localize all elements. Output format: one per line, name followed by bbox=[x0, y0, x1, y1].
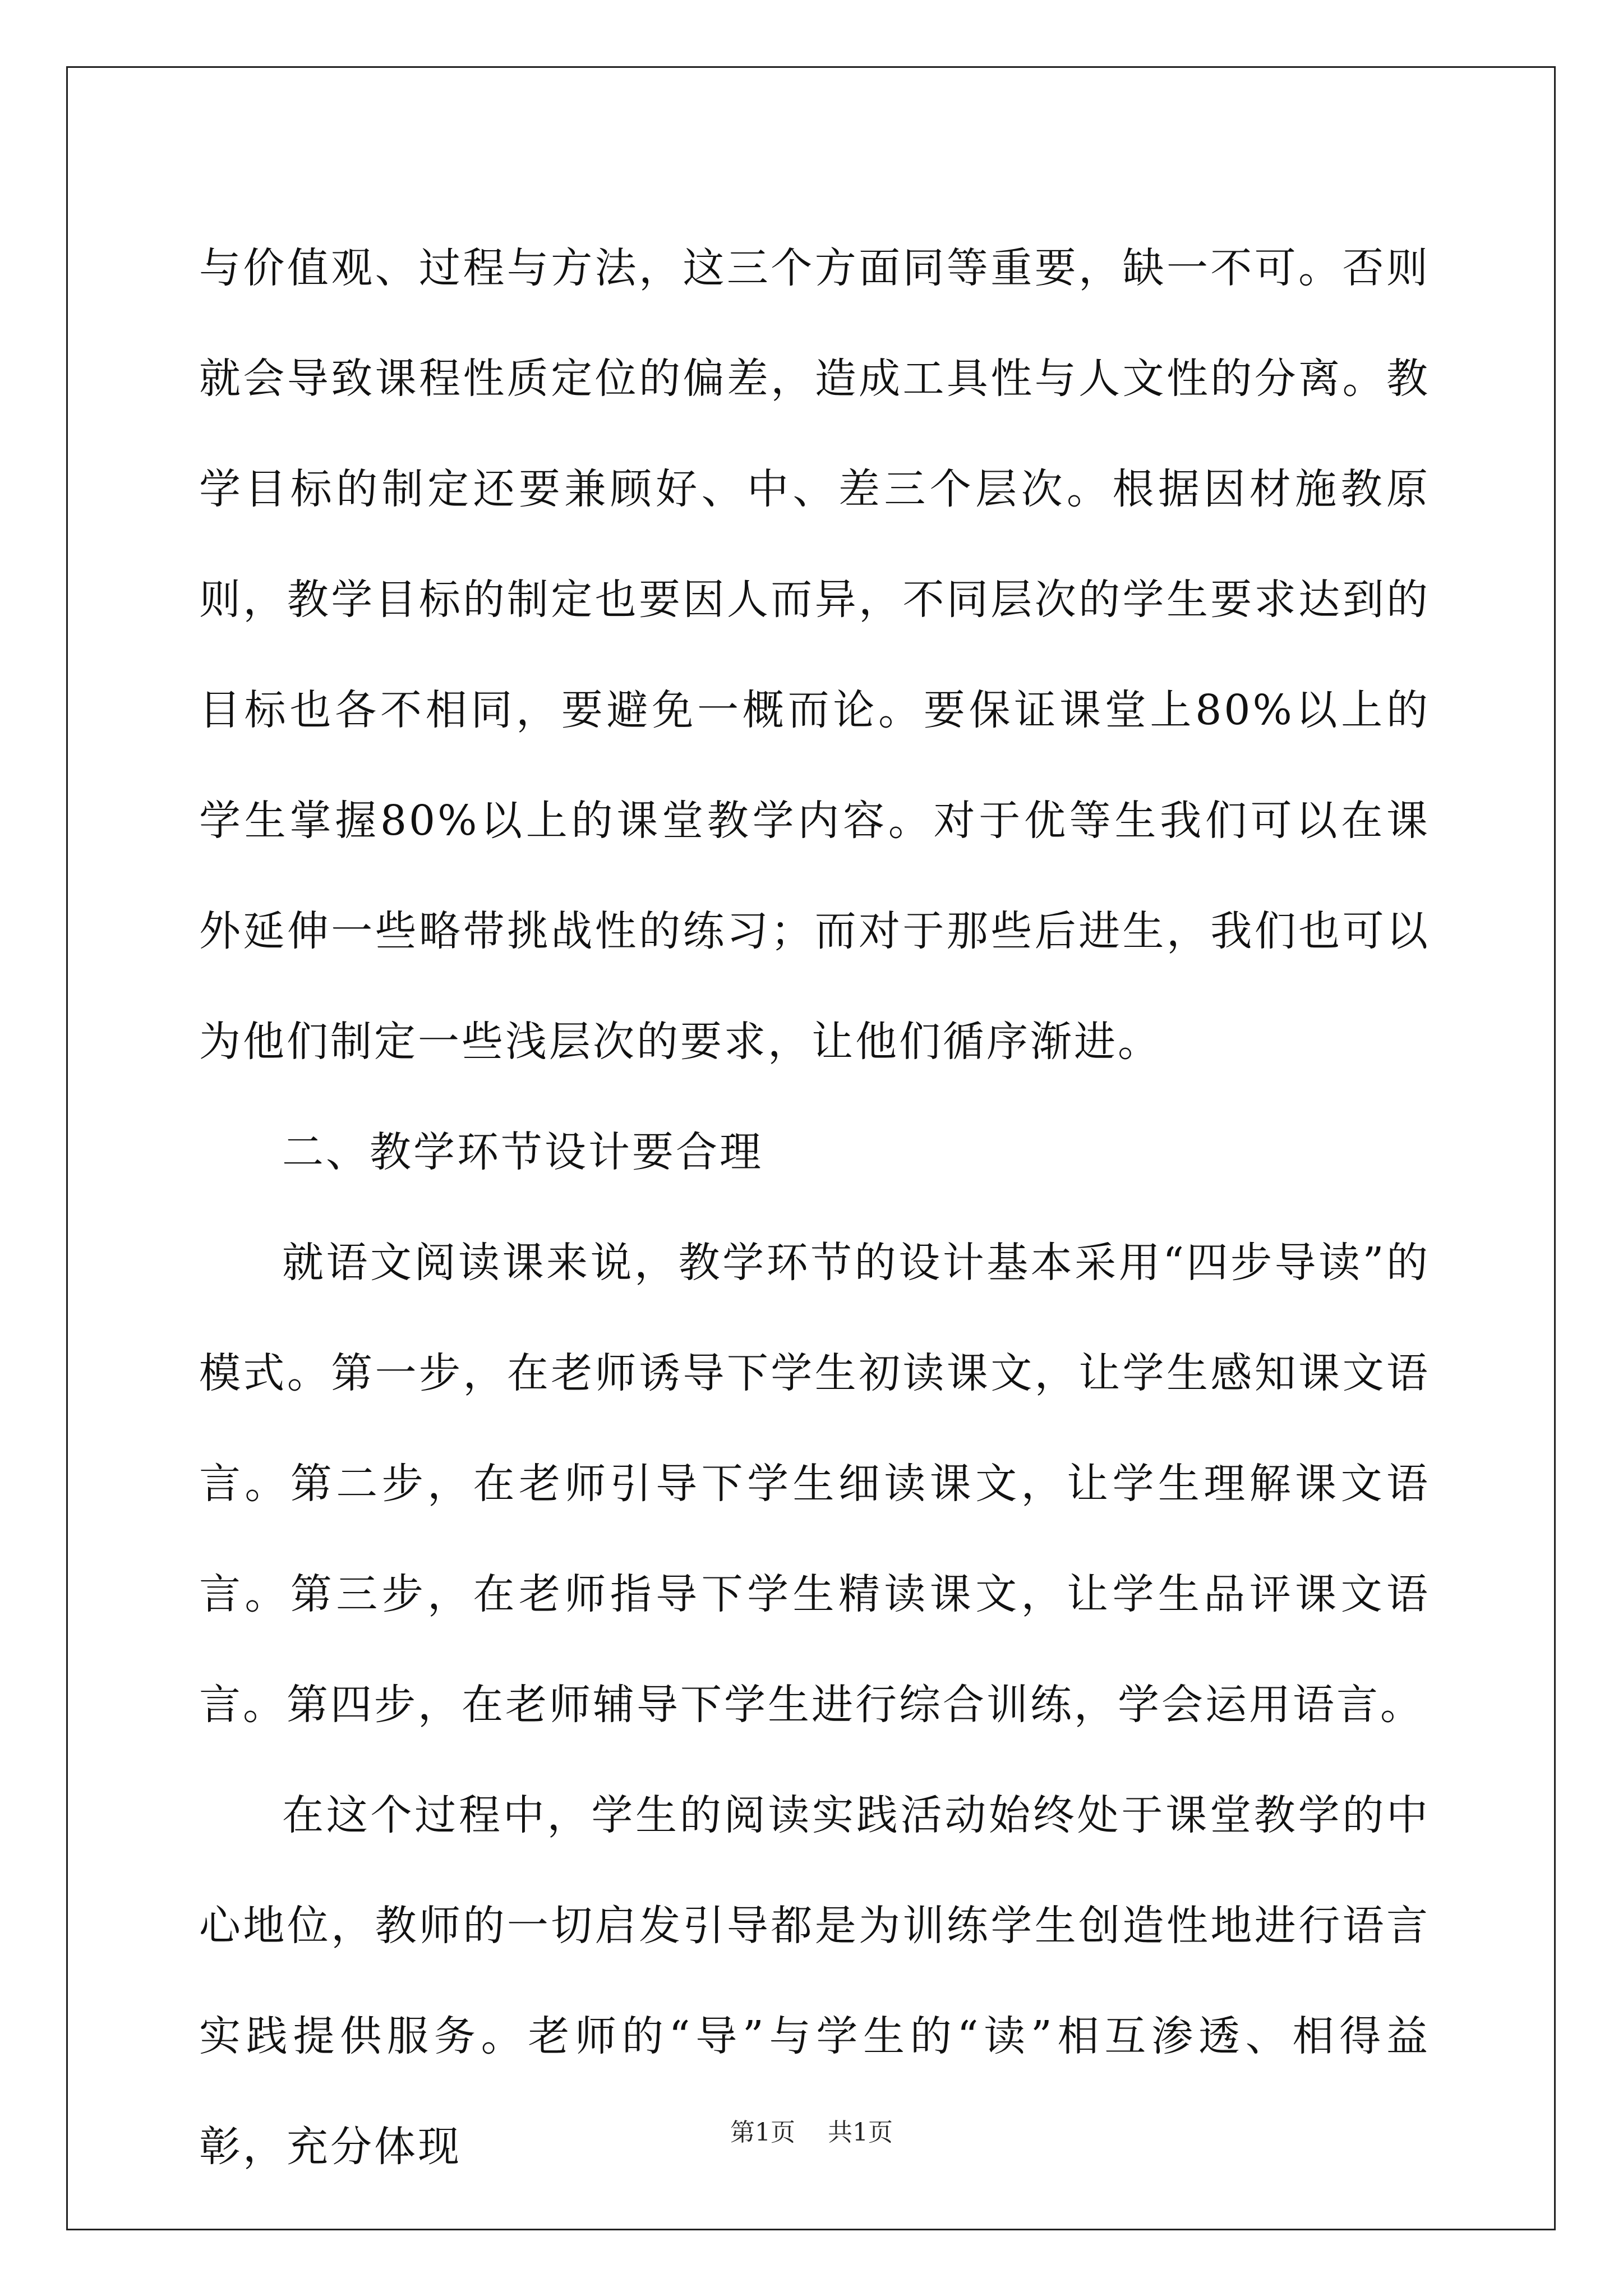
paragraph-reading-steps: 就语文阅读课来说，教学环节的设计基本采用“四步导读”的模式。第一步，在老师诱导下学生初读课文，让学生感知课文语言。第二步，在老师引导下学生细读课文，让学生理解课文语言。第三步，在老师指导下学生精读课文，让学生品评课文语言。第四步，在老师辅导下学生进行综合训练，学会运用语言。 bbox=[199, 1239, 1430, 1729]
section-heading: 二、教学环节设计要合理 bbox=[282, 1128, 763, 1176]
paragraph-continuation: 与价值观、过程与方法，这三个方面同等重要，缺一不可。否则就会导致课程性质定位的偏差，造成工具性与人文性的分离。教学目标的制定还要兼顾好、中、差三个层次。根据因材施教原则，教学目标的制定也要因人而异，不同层次的学生要求达到的目标也各不相同，要避免一概而论。要保证课堂上80%以上的学生掌握80%以上的课堂教学内容。对于优等生我们可以在课外延伸一些略带挑战性的练习；而对于那些后进生，我们也可以为他们制定一些浅层次的要求，让他们循序渐进。 bbox=[199, 244, 1430, 1066]
paragraph-reading-practice: 在这个过程中，学生的阅读实践活动始终处于课堂教学的中心地位，教师的一切启发引导都是为训练学生创造性地进行语言实践提供服务。老师的“导”与学生的“读”相互渗透、相得益彰，充分体现 bbox=[199, 1791, 1430, 2171]
page-number-total: 共1页 bbox=[828, 2118, 893, 2147]
page-footer bbox=[0, 2116, 1623, 2150]
page-number-current: 第1页 bbox=[730, 2118, 795, 2147]
document-body bbox=[199, 213, 1430, 2202]
